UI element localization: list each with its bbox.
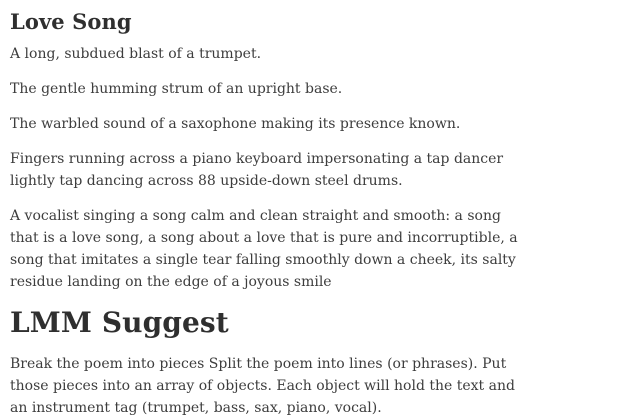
section-lmm-suggest (10, 307, 528, 419)
paragraph: Break the poem into pieces Split the poem into lines (or phrases). Put those pieces into an array of objects. Each object will hold the text and an instrument tag (trumpet, bass, sax, piano, vocal). (10, 356, 515, 417)
paragraph: The gentle humming strum of an upright base. (10, 81, 343, 98)
paragraph: The warbled sound of a saxophone making its presence known. (10, 116, 461, 133)
paragraph: A vocalist singing a song calm and clean straight and smooth: a song that is a love song, a song about a love that is pure and incorruptible, a song that imitates a single tear falling smoothly down a cheek, its salty residue landing on the edge of a joyous smile (10, 208, 518, 291)
paragraph: Fingers running across a piano keyboard impersonating a tap dancer lightly tap dancing across 88 upside-down steel drums. (10, 151, 504, 190)
section-love-song (10, 10, 528, 293)
paragraph: A long, subdued blast of a trumpet. (10, 46, 262, 63)
section-heading-lmm-suggest: LMM Suggest (10, 306, 229, 340)
section-heading-love-song: Love Song (10, 9, 132, 34)
